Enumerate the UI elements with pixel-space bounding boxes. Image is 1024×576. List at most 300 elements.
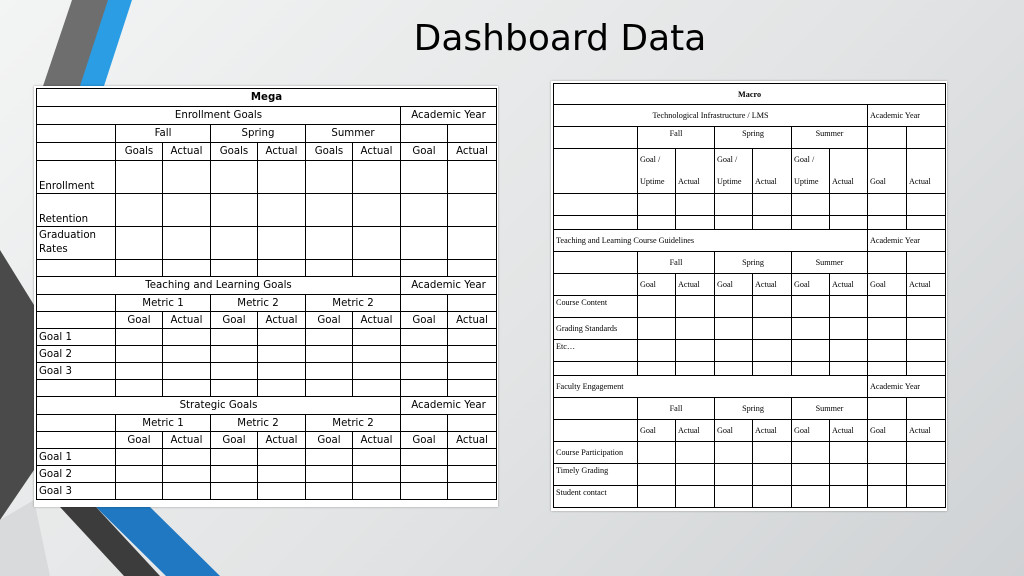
col-goal: Goal <box>116 312 163 329</box>
fall-header: Fall <box>638 127 715 149</box>
empty-cell <box>907 318 946 340</box>
empty-cell <box>907 442 946 464</box>
macro-title: Macro <box>554 84 946 105</box>
col-actual: Actual <box>907 274 946 296</box>
col-actual: Actual <box>163 312 211 329</box>
empty-cell <box>554 362 638 376</box>
table-row <box>554 486 946 508</box>
empty-cell <box>401 161 448 194</box>
empty-cell <box>868 252 907 274</box>
empty-cell <box>448 415 497 432</box>
empty-cell <box>306 346 353 363</box>
blue-bottom-stripe <box>96 507 220 576</box>
col-goal: Goal <box>306 432 353 449</box>
empty-cell <box>907 127 946 149</box>
empty-cell <box>448 483 497 500</box>
empty-cell <box>907 362 946 376</box>
empty-cell <box>715 464 753 486</box>
empty-cell <box>401 380 448 397</box>
spring-header: Spring <box>715 398 792 420</box>
col-actual: Actual <box>258 312 306 329</box>
empty-cell <box>638 340 676 362</box>
empty-cell <box>163 260 211 277</box>
empty-cell <box>163 194 211 227</box>
empty-cell <box>116 483 163 500</box>
empty-cell <box>116 346 163 363</box>
empty-cell <box>37 260 116 277</box>
empty-cell <box>353 260 401 277</box>
table-row <box>37 161 497 194</box>
empty-cell <box>258 449 306 466</box>
col-goals: Goals <box>306 143 353 161</box>
empty-cell <box>116 227 163 260</box>
academic-year-header: Academic Year <box>868 105 946 127</box>
mega-table <box>36 88 497 500</box>
empty-cell <box>554 194 638 216</box>
col-actual: Actual <box>907 149 946 194</box>
row-label: Retention <box>37 194 116 227</box>
academic-year-header: Academic Year <box>868 376 946 398</box>
empty-cell <box>401 415 448 432</box>
page-title: Dashboard Data <box>413 18 707 59</box>
metric-header: Metric 2 <box>211 295 306 312</box>
col-actual: Actual <box>830 149 868 194</box>
col-actual: Actual <box>448 312 497 329</box>
empty-cell <box>907 252 946 274</box>
table-row <box>37 483 497 500</box>
empty-cell <box>753 216 792 230</box>
goal-uptime-cell: Goal / Uptime <box>715 149 753 194</box>
row-label: Timely Grading <box>554 464 638 486</box>
empty-cell <box>792 464 830 486</box>
empty-cell <box>753 464 792 486</box>
row-label: Student contact <box>554 486 638 508</box>
empty-cell <box>163 329 211 346</box>
empty-cell <box>116 466 163 483</box>
table-row <box>37 363 497 380</box>
empty-cell <box>638 194 676 216</box>
row-label: Grading Standards <box>554 318 638 340</box>
summer-header: Summer <box>792 127 868 149</box>
tech-infrastructure-header: Technological Infrastructure / LMS <box>554 105 868 127</box>
empty-cell <box>448 227 497 260</box>
empty-cell <box>792 486 830 508</box>
empty-cell <box>868 442 907 464</box>
empty-cell <box>353 483 401 500</box>
empty-cell <box>448 260 497 277</box>
empty-cell <box>258 466 306 483</box>
academic-year-header: Academic Year <box>868 230 946 252</box>
empty-cell <box>163 346 211 363</box>
col-goal: Goal <box>116 432 163 449</box>
empty-cell <box>163 227 211 260</box>
spring-header: Spring <box>715 127 792 149</box>
fall-header: Fall <box>116 125 211 143</box>
summer-header: Summer <box>306 125 401 143</box>
empty-cell <box>401 329 448 346</box>
empty-cell <box>116 449 163 466</box>
empty-cell <box>753 442 792 464</box>
empty-cell <box>401 260 448 277</box>
col-goals: Goals <box>211 143 258 161</box>
empty-cell <box>116 363 163 380</box>
col-actual: Actual <box>676 420 715 442</box>
empty-cell <box>715 194 753 216</box>
empty-cell <box>638 442 676 464</box>
empty-cell <box>37 415 116 432</box>
empty-cell <box>676 362 715 376</box>
empty-cell <box>868 362 907 376</box>
empty-cell <box>638 464 676 486</box>
empty-cell <box>116 161 163 194</box>
empty-cell <box>401 227 448 260</box>
empty-cell <box>211 449 258 466</box>
table-row <box>37 329 497 346</box>
empty-cell <box>258 380 306 397</box>
empty-cell <box>715 362 753 376</box>
empty-cell <box>448 329 497 346</box>
col-actual: Actual <box>753 420 792 442</box>
col-goal: Goal <box>401 312 448 329</box>
empty-cell <box>830 486 868 508</box>
empty-cell <box>353 227 401 260</box>
empty-cell <box>554 398 638 420</box>
col-goals: Goals <box>116 143 163 161</box>
empty-cell <box>353 194 401 227</box>
empty-cell <box>907 194 946 216</box>
empty-cell <box>401 466 448 483</box>
summer-header: Summer <box>792 252 868 274</box>
row-label: Graduation Rates <box>37 227 116 260</box>
col-goal: Goal <box>715 274 753 296</box>
table-row <box>37 466 497 483</box>
empty-cell <box>448 466 497 483</box>
table-row <box>554 442 946 464</box>
empty-cell <box>258 363 306 380</box>
dark-bottom-stripe <box>60 507 160 576</box>
col-actual: Actual <box>353 312 401 329</box>
col-actual: Actual <box>353 432 401 449</box>
col-goal: Goal <box>792 420 830 442</box>
empty-cell <box>554 420 638 442</box>
col-actual: Actual <box>676 149 715 194</box>
empty-cell <box>868 216 907 230</box>
row-label: Goal 3 <box>37 483 116 500</box>
empty-cell <box>676 340 715 362</box>
col-actual: Actual <box>830 274 868 296</box>
empty-cell <box>830 442 868 464</box>
col-goal: Goal <box>306 312 353 329</box>
empty-cell <box>401 295 448 312</box>
empty-cell <box>676 216 715 230</box>
empty-cell <box>37 432 116 449</box>
row-label: Enrollment <box>37 161 116 194</box>
empty-cell <box>638 296 676 318</box>
empty-cell <box>116 329 163 346</box>
empty-cell <box>676 464 715 486</box>
empty-cell <box>907 296 946 318</box>
col-goal: Goal <box>868 420 907 442</box>
empty-cell <box>753 362 792 376</box>
empty-cell <box>448 125 497 143</box>
empty-cell <box>638 318 676 340</box>
empty-cell <box>715 318 753 340</box>
empty-cell <box>715 296 753 318</box>
empty-cell <box>163 466 211 483</box>
empty-cell <box>830 216 868 230</box>
empty-cell <box>868 318 907 340</box>
empty-cell <box>907 486 946 508</box>
empty-cell <box>163 363 211 380</box>
summer-header: Summer <box>792 398 868 420</box>
empty-cell <box>868 194 907 216</box>
strategic-goals-header: Strategic Goals <box>37 397 401 415</box>
col-goal: Goal <box>638 274 676 296</box>
academic-year-header: Academic Year <box>401 397 497 415</box>
empty-cell <box>258 346 306 363</box>
empty-cell <box>306 363 353 380</box>
empty-cell <box>830 296 868 318</box>
empty-cell <box>211 194 258 227</box>
empty-cell <box>676 442 715 464</box>
enrollment-goals-header: Enrollment Goals <box>37 107 401 125</box>
empty-cell <box>258 329 306 346</box>
col-actual: Actual <box>753 149 792 194</box>
empty-cell <box>353 380 401 397</box>
empty-cell <box>638 486 676 508</box>
empty-cell <box>792 442 830 464</box>
col-actual: Actual <box>753 274 792 296</box>
empty-cell <box>907 216 946 230</box>
empty-cell <box>753 194 792 216</box>
col-goal: Goal <box>715 420 753 442</box>
empty-cell <box>792 340 830 362</box>
spring-header: Spring <box>211 125 306 143</box>
empty-cell <box>554 216 638 230</box>
empty-cell <box>353 363 401 380</box>
fall-header: Fall <box>638 252 715 274</box>
col-actual: Actual <box>907 420 946 442</box>
empty-cell <box>401 346 448 363</box>
col-actual: Actual <box>163 143 211 161</box>
row-label: Goal 2 <box>37 466 116 483</box>
empty-cell <box>868 486 907 508</box>
empty-cell <box>163 449 211 466</box>
empty-cell <box>401 449 448 466</box>
empty-cell <box>868 398 907 420</box>
table-row <box>554 464 946 486</box>
fall-header: Fall <box>638 398 715 420</box>
faculty-engagement-header: Faculty Engagement <box>554 376 868 398</box>
empty-cell <box>353 346 401 363</box>
empty-cell <box>830 194 868 216</box>
empty-cell <box>792 216 830 230</box>
col-goal: Goal <box>868 149 907 194</box>
empty-cell <box>792 194 830 216</box>
row-label: Goal 3 <box>37 363 116 380</box>
empty-cell <box>907 398 946 420</box>
col-actual: Actual <box>163 432 211 449</box>
empty-cell <box>37 143 116 161</box>
empty-cell <box>306 466 353 483</box>
empty-cell <box>306 380 353 397</box>
empty-cell <box>211 260 258 277</box>
empty-cell <box>792 318 830 340</box>
empty-cell <box>258 161 306 194</box>
goal-uptime-cell: Goal / Uptime <box>638 149 676 194</box>
empty-cell <box>116 194 163 227</box>
empty-cell <box>448 161 497 194</box>
empty-cell <box>211 329 258 346</box>
table-row <box>37 449 497 466</box>
table-row <box>37 194 497 227</box>
row-label: Etc… <box>554 340 638 362</box>
col-goal: Goal <box>401 432 448 449</box>
col-actual: Actual <box>258 143 306 161</box>
empty-cell <box>163 483 211 500</box>
empty-cell <box>37 380 116 397</box>
empty-cell <box>306 329 353 346</box>
table-row <box>554 340 946 362</box>
col-actual: Actual <box>448 432 497 449</box>
mega-document <box>34 86 498 507</box>
empty-cell <box>715 216 753 230</box>
empty-cell <box>116 380 163 397</box>
empty-cell <box>163 161 211 194</box>
empty-cell <box>353 161 401 194</box>
empty-cell <box>306 227 353 260</box>
empty-cell <box>638 216 676 230</box>
table-row <box>37 346 497 363</box>
empty-cell <box>792 296 830 318</box>
empty-cell <box>715 442 753 464</box>
empty-cell <box>676 318 715 340</box>
empty-cell <box>211 363 258 380</box>
empty-cell <box>448 295 497 312</box>
empty-cell <box>306 161 353 194</box>
spring-header: Spring <box>715 252 792 274</box>
metric-header: Metric 2 <box>211 415 306 432</box>
row-label: Goal 1 <box>37 449 116 466</box>
metric-header: Metric 1 <box>116 415 211 432</box>
col-actual: Actual <box>448 143 497 161</box>
empty-cell <box>448 363 497 380</box>
empty-cell <box>306 260 353 277</box>
empty-cell <box>676 486 715 508</box>
teaching-guidelines-header: Teaching and Learning Course Guidelines <box>554 230 868 252</box>
empty-cell <box>401 483 448 500</box>
row-label: Course Participation <box>554 442 638 464</box>
empty-cell <box>211 380 258 397</box>
empty-cell <box>401 194 448 227</box>
empty-cell <box>715 486 753 508</box>
empty-cell <box>448 380 497 397</box>
empty-cell <box>306 194 353 227</box>
row-label: Course Content <box>554 296 638 318</box>
col-actual: Actual <box>830 420 868 442</box>
table-row <box>37 227 497 260</box>
empty-cell <box>554 149 638 194</box>
empty-cell <box>448 346 497 363</box>
empty-cell <box>868 127 907 149</box>
col-actual: Actual <box>676 274 715 296</box>
empty-cell <box>353 329 401 346</box>
empty-cell <box>401 125 448 143</box>
col-goal: Goal <box>638 420 676 442</box>
empty-cell <box>753 340 792 362</box>
macro-document <box>551 81 947 511</box>
table-row <box>554 318 946 340</box>
table-row <box>554 296 946 318</box>
row-label: Goal 2 <box>37 346 116 363</box>
empty-cell <box>353 449 401 466</box>
empty-cell <box>753 486 792 508</box>
empty-cell <box>907 340 946 362</box>
empty-cell <box>830 464 868 486</box>
empty-cell <box>638 362 676 376</box>
empty-cell <box>258 227 306 260</box>
empty-cell <box>37 312 116 329</box>
academic-year-header: Academic Year <box>401 107 497 125</box>
empty-cell <box>116 260 163 277</box>
empty-cell <box>163 380 211 397</box>
empty-cell <box>907 464 946 486</box>
empty-cell <box>715 340 753 362</box>
teaching-goals-header: Teaching and Learning Goals <box>37 277 401 295</box>
empty-cell <box>554 274 638 296</box>
row-label: Goal 1 <box>37 329 116 346</box>
empty-cell <box>868 340 907 362</box>
metric-header: Metric 2 <box>306 295 401 312</box>
academic-year-header: Academic Year <box>401 277 497 295</box>
empty-cell <box>258 194 306 227</box>
empty-cell <box>830 362 868 376</box>
empty-cell <box>258 483 306 500</box>
metric-header: Metric 1 <box>116 295 211 312</box>
col-actual: Actual <box>258 432 306 449</box>
mega-title: Mega <box>37 89 497 107</box>
empty-cell <box>401 363 448 380</box>
col-goal: Goal <box>401 143 448 161</box>
empty-cell <box>448 449 497 466</box>
col-goal: Goal <box>868 274 907 296</box>
empty-cell <box>353 466 401 483</box>
col-goal: Goal <box>792 274 830 296</box>
empty-cell <box>753 318 792 340</box>
empty-cell <box>37 125 116 143</box>
empty-cell <box>37 295 116 312</box>
empty-cell <box>830 340 868 362</box>
col-goal: Goal <box>211 432 258 449</box>
macro-table <box>553 83 946 508</box>
empty-cell <box>211 483 258 500</box>
empty-cell <box>211 466 258 483</box>
empty-cell <box>554 252 638 274</box>
metric-header: Metric 2 <box>306 415 401 432</box>
empty-cell <box>868 464 907 486</box>
empty-cell <box>554 127 638 149</box>
empty-cell <box>306 483 353 500</box>
empty-cell <box>258 260 306 277</box>
light-bottom-wedge <box>0 500 50 576</box>
empty-cell <box>830 318 868 340</box>
dark-left-wedge <box>0 250 34 520</box>
col-actual: Actual <box>353 143 401 161</box>
empty-cell <box>211 227 258 260</box>
goal-uptime-cell: Goal / Uptime <box>792 149 830 194</box>
empty-cell <box>448 194 497 227</box>
empty-cell <box>676 296 715 318</box>
